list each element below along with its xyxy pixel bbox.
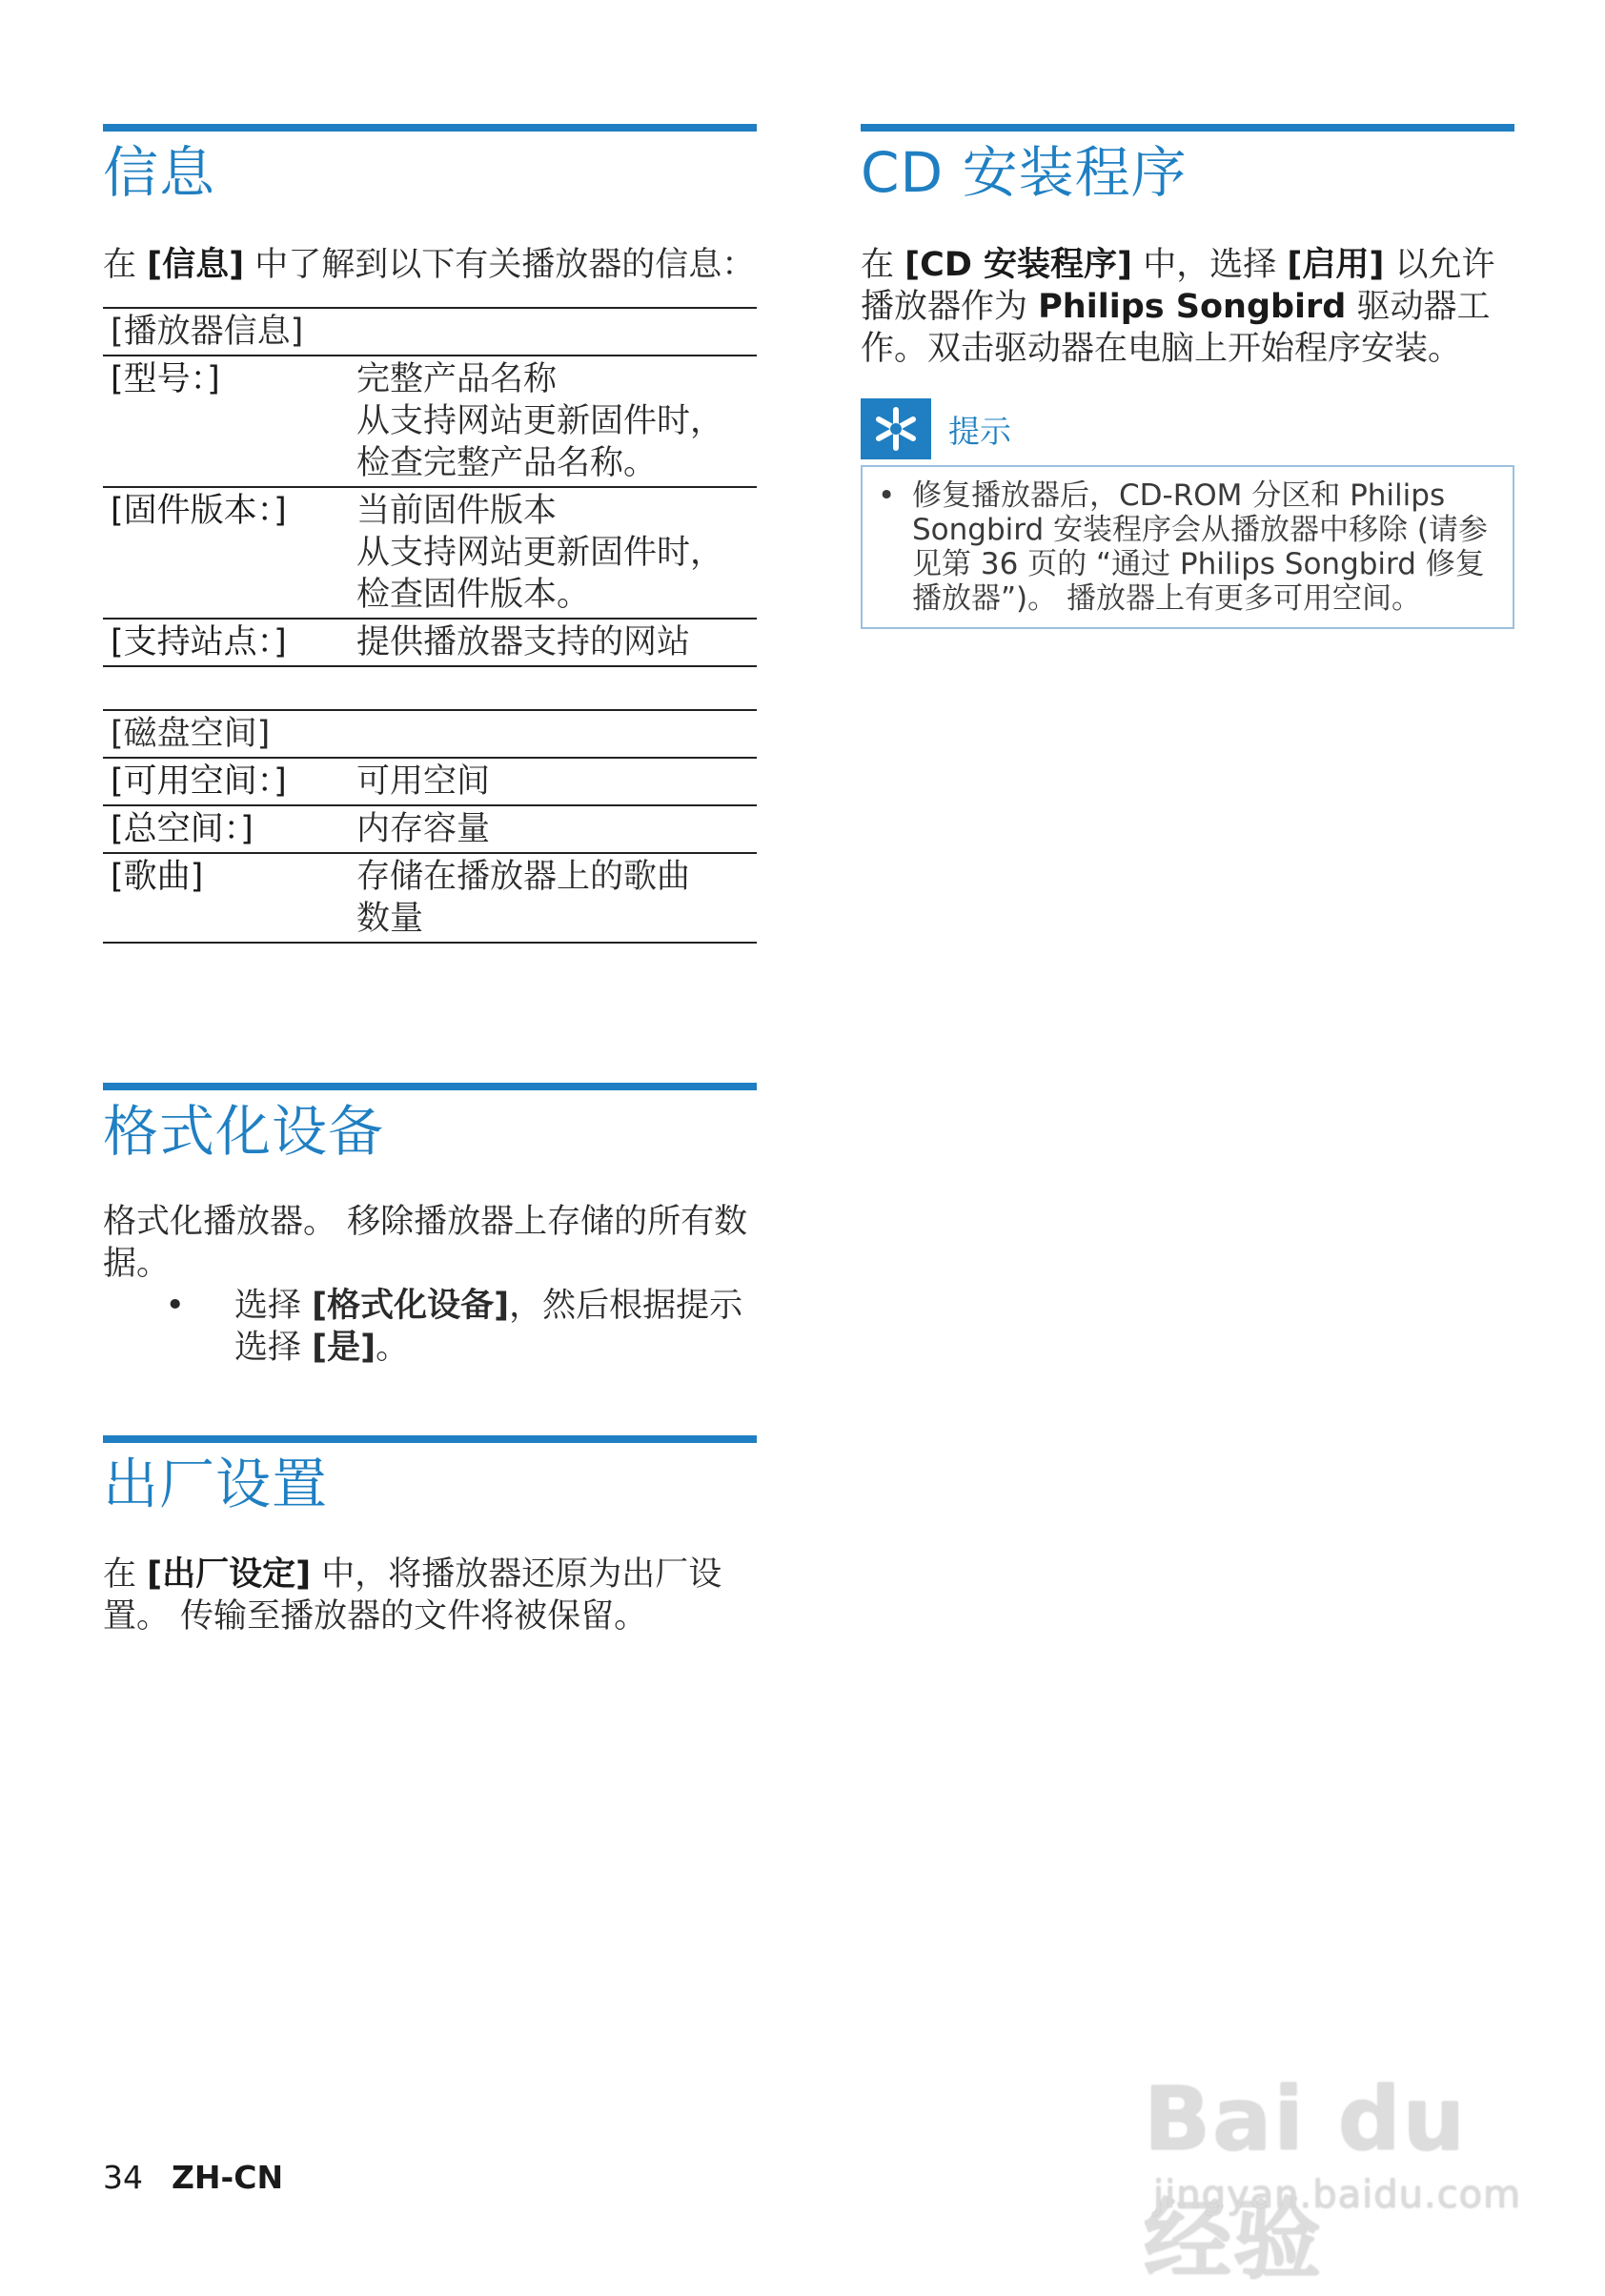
intro-text: 在: [103, 246, 148, 284]
bullet-bold-yes: [是]: [312, 1329, 376, 1367]
bullet-dot: •: [165, 1287, 185, 1325]
tip-text: 修复播放器后，CD-ROM 分区和 Philips Songbird 安装程序会从播放器中移除 (请参见第 36 页的 “通过 Philips Songbird 修复播放器”)。 播放器上有更多可用空间。: [912, 478, 1488, 616]
row-line: 提供播放器支持的网站: [356, 623, 691, 661]
row-line: 内存容量: [356, 810, 491, 848]
cd-bold-installer: [CD 安装程序]: [904, 246, 1133, 284]
table-row: [103, 487, 757, 619]
format-bullet: [103, 1285, 757, 1369]
row-value: [353, 805, 757, 853]
row-label: [总空间：]: [111, 810, 254, 848]
table-row: [103, 758, 757, 805]
row-label: [固件版本：]: [111, 492, 287, 530]
row-label: [支持站点：]: [111, 623, 287, 661]
format-body: 格式化播放器。 移除播放器上存储的所有数据。: [103, 1203, 748, 1283]
intro-text-end: 中了解到以下有关播放器的信息：: [244, 246, 756, 284]
row-value: [353, 356, 757, 487]
factory-section: [103, 1435, 757, 1637]
factory-body: [103, 1554, 757, 1637]
bullet-text-mid: ，然后根据提示选择: [234, 1287, 743, 1367]
cd-bold-songbird: Philips Songbird: [1038, 288, 1347, 326]
format-title: 格式化设备: [103, 1099, 385, 1164]
row-line: 可用空间: [356, 762, 491, 801]
cd-text-start: 在: [861, 246, 905, 284]
cd-bold-enable: [启用]: [1287, 246, 1385, 284]
cd-text-mid1: 中，选择: [1132, 246, 1288, 284]
info-intro: [103, 244, 757, 286]
tip-box: [861, 465, 1514, 629]
row-line: 检查完整产品名称。: [356, 444, 658, 482]
bullet-text-end: 。: [376, 1329, 410, 1367]
info-section: [103, 124, 757, 944]
tip-header: [861, 398, 1514, 459]
watermark-main: Bai du 经验: [1144, 2068, 1468, 2291]
disk-space-table: [103, 709, 757, 944]
asterisk-icon: [861, 398, 931, 459]
table-header: [磁盘空间]: [111, 715, 271, 753]
page-footer: [103, 2159, 283, 2196]
cd-text-end: 驱动器工作。双击驱动器在电脑上开始程序安装。: [861, 288, 1491, 368]
factory-text-start: 在: [103, 1555, 148, 1594]
tip-bullet-dot: •: [878, 478, 896, 513]
language-code: ZH-CN: [172, 2159, 284, 2196]
tip-item: [878, 478, 1497, 616]
intro-bold: [信息]: [147, 246, 245, 284]
table-row: [103, 619, 757, 666]
bullet-bold-format: [格式化设备]: [312, 1287, 510, 1325]
format-section: [103, 1083, 757, 1369]
row-line: 完整产品名称: [356, 360, 558, 398]
factory-title: 出厂设置: [103, 1452, 329, 1516]
cd-title: CD 安装程序: [861, 140, 1188, 205]
watermark-sub: jingyan.baidu.com: [1153, 2173, 1522, 2217]
row-value: [353, 487, 757, 619]
asterisk-icon-svg: [872, 405, 920, 453]
row-line: 数量: [356, 900, 424, 938]
info-title: 信息: [103, 140, 216, 205]
tip-label: 提示: [948, 412, 1011, 450]
section-rule: [103, 1435, 757, 1443]
row-line: 检查固件版本。: [356, 576, 591, 614]
bullet-text: [234, 1285, 757, 1369]
row-label: [可用空间：]: [111, 762, 287, 801]
row-line: 存储在播放器上的歌曲: [356, 858, 691, 896]
row-value: [353, 853, 757, 943]
row-line: 当前固件版本: [356, 492, 558, 530]
table-header: [播放器信息]: [111, 313, 304, 351]
factory-text-end: 中，将播放器还原为出厂设置。 传输至播放器的文件将被保留。: [103, 1555, 722, 1636]
table-row: [103, 356, 757, 487]
section-rule: [103, 124, 757, 132]
factory-bold: [出厂设定]: [147, 1555, 312, 1594]
section-rule: [103, 1083, 757, 1090]
player-info-table: [103, 307, 757, 667]
row-line: 从支持网站更新固件时，: [356, 402, 724, 440]
bullet-text-start: 选择: [234, 1287, 313, 1325]
row-line: 从支持网站更新固件时，: [356, 534, 724, 572]
cd-body: [861, 244, 1514, 370]
cd-text-mid2: 以允许播放器作为: [861, 246, 1495, 326]
row-value: [353, 758, 757, 805]
cd-section: [861, 124, 1514, 629]
table-header-row: [103, 308, 757, 356]
row-label: [型号：]: [111, 360, 220, 398]
row-value: [353, 619, 757, 666]
section-rule: [861, 124, 1514, 132]
page-number: 34: [103, 2159, 143, 2196]
table-row: [103, 853, 757, 943]
row-label: [歌曲]: [111, 858, 204, 896]
table-row: [103, 805, 757, 853]
baidu-watermark: [1144, 2049, 1544, 2291]
table-header-row: [103, 710, 757, 758]
